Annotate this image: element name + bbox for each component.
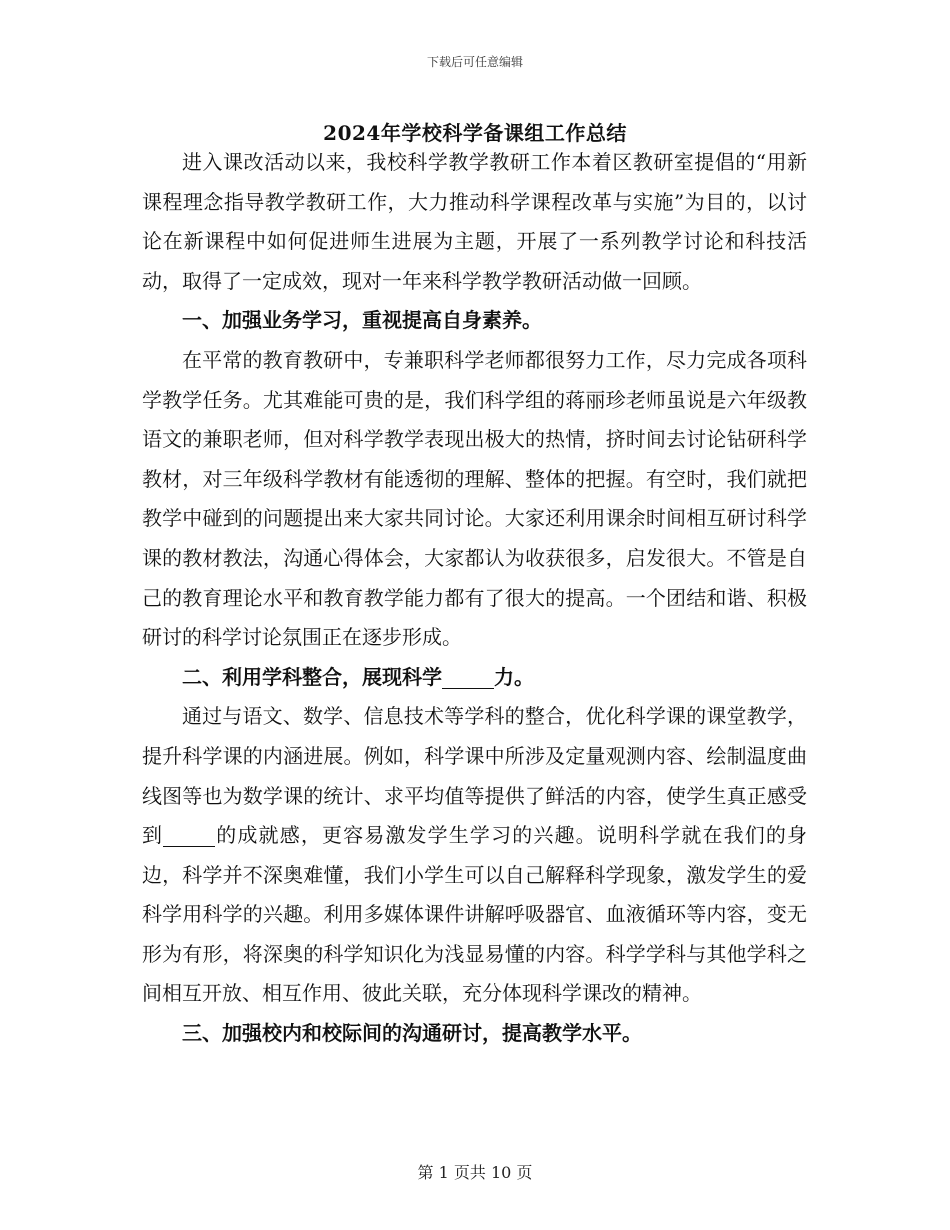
section-2-heading-start: 二、利用学科整合，展现科学 — [182, 664, 442, 689]
header-note: 下载后可任意编辑 — [426, 55, 523, 69]
section-2-heading-end: 力。 — [494, 664, 534, 689]
section-2-text-end: 的成就感，更容易激发学生学习的兴趣。说明科学就在我们的身边，科学并不深奥难懂，我们小学生可以自己解释科学现象，激发学生的爱科学用科学的兴趣。利用多媒体课件讲解呼吸器官、血液循环等内容，变无形为有形，将深奥的科学知识化为浅显易懂的内容。科学学科与其他学科之间相互开放、相互作用、彼此关联，充分体现科学课改的精神。 — [142, 823, 808, 1006]
section-1-paragraph: 在平常的教育教研中，专兼职科学老师都很努力工作，尽力完成各项科学教学任务。尤其难能可贵的是，我们科学组的蒋丽珍老师虽说是六年级教语文的兼职老师，但对科学教学表现出极大的热情，挤时间去讨论钻研科学教材，对三年级科学教材有能透彻的理解、整体的把握。有空时，我们就把教学中碰到的问题提出来大家共同讨论。大家还利用课余时间相互研讨科学课的教材教法，沟通心得体会，大家都认为收获很多，启发很大。不管是自己的教育理论水平和教育教学能力都有了很大的提高。一个团结和谐、积极研讨的科学讨论氛围正在逐步形成。 — [142, 347, 807, 650]
section-1-heading: 一、加强业务学习，重视提高自身素养。 — [182, 308, 542, 333]
document-body — [142, 143, 807, 1054]
section-2-text-start: 通过与语文、数学、信息技术等学科的整合，优化科学课的课堂教学，提升科学课的内涵进展。例如，科学课中所涉及定量观测内容、绘制温度曲线图等也为数学课的统计、求平均值等提供了鲜活的内容，使学生真正感受到 — [142, 704, 807, 848]
section-3-heading: 三、加强校内和校际间的沟通研讨，提高教学水平。 — [182, 1021, 642, 1046]
intro-paragraph: 进入课改活动以来，我校科学教学教研工作本着区教研室提倡的“用新课程理念指导教学教研工作，大力推动科学课程改革与实施”为目的，以讨论在新课程中如何促进师生进展为主题，开展了一系列教学讨论和科技活动，取得了一定成效，现对一年来科学教学教研活动做一回顾。 — [142, 150, 807, 293]
section-2-paragraph — [142, 697, 807, 1014]
page-number-footer: 第 1 页共 10 页 — [417, 1163, 533, 1182]
document-title: 2024年学校科学备课组工作总结 — [323, 121, 627, 145]
heading-blank-line — [442, 666, 494, 689]
text-blank-line — [163, 824, 215, 847]
section-2-heading — [142, 658, 807, 698]
